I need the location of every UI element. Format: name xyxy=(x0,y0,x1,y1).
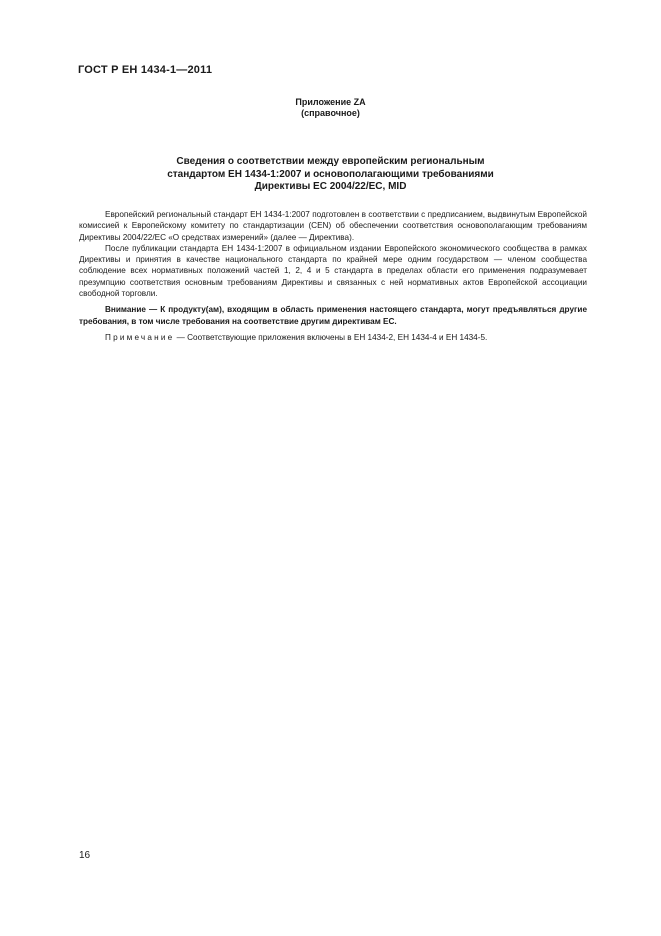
body-text xyxy=(79,209,587,343)
section-title-line-1: Сведения о соответствии между европейским региональным xyxy=(176,156,485,167)
note-paragraph xyxy=(79,332,587,343)
paragraph-2: После публикации стандарта ЕН 1434-1:2007 в официальном издании Европейского экономического сообщества в рамках Директивы и принятия в качестве национального стандарта по крайней мере одним государством — членом сообщества соблюдение всех нормативных положений частей 1, 2, 4 и 5 стандарта в пределах области его применения подразумевает презумпцию соответствия основным требованиям Директивы и связанных с ней нормативных актов Европейской ассоциации свободной торговли. xyxy=(79,243,587,299)
annex-heading xyxy=(0,97,661,119)
section-title xyxy=(0,156,661,194)
note-text: — Соответствующие приложения включены в ЕН 1434-2, ЕН 1434-4 и ЕН 1434-5. xyxy=(174,332,488,342)
warning-paragraph: Внимание — К продукту(ам), входящим в область применения настоящего стандарта, могут предъявляться другие требования, в том числе требования на соответствие другим директивам ЕС. xyxy=(79,305,587,326)
annex-title: Приложение ZA xyxy=(295,97,366,107)
document-header: ГОСТ Р ЕН 1434-1—2011 xyxy=(78,64,213,76)
note-label: Примечание xyxy=(105,332,175,342)
section-title-line-2: стандартом ЕН 1434-1:2007 и основополагающими требованиями xyxy=(167,168,494,180)
annex-status: (справочное) xyxy=(301,108,360,118)
paragraph-1: Европейский региональный стандарт ЕН 1434-1:2007 подготовлен в соответствии с предписанием, выдвинутым Европейской комиссией к Европейскому комитету по стандартизации (CEN) об обеспечении соответствия основополагающим требованиям Директивы 2004/22/ЕС «О средствах измерений» (далее — Директива). xyxy=(79,210,587,242)
section-title-line-3: Директивы ЕС 2004/22/ЕС, MID xyxy=(254,181,407,192)
page-number: 16 xyxy=(79,850,91,861)
